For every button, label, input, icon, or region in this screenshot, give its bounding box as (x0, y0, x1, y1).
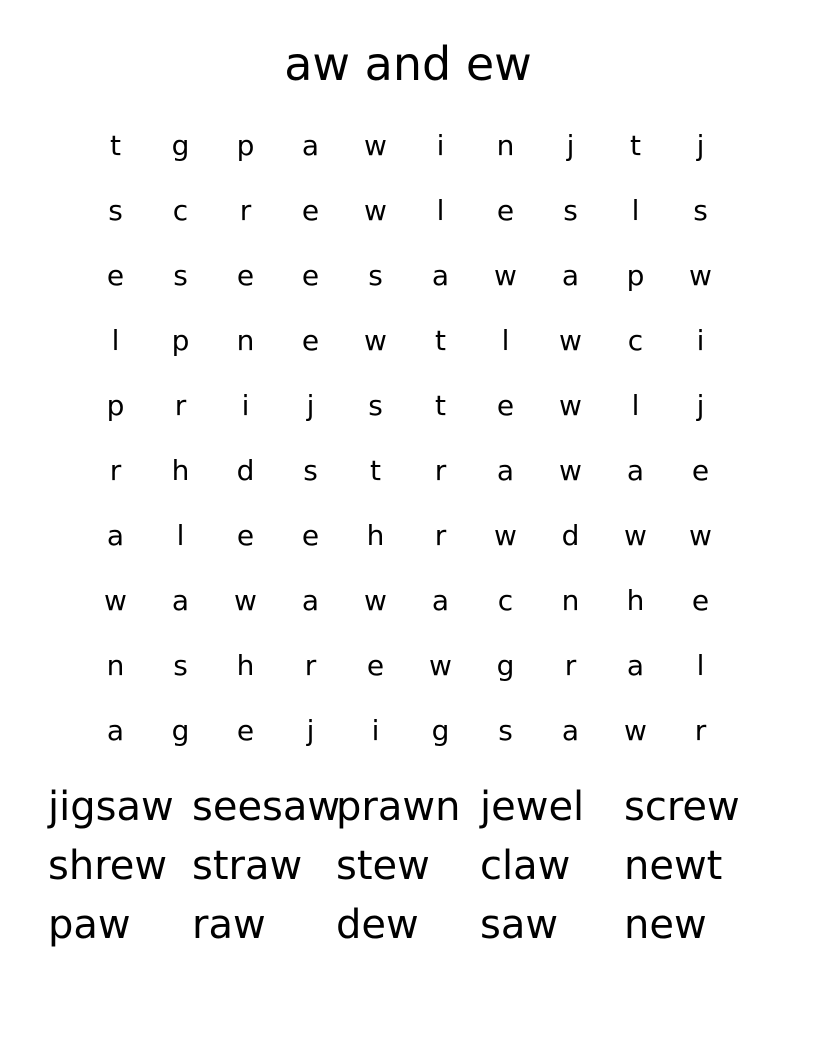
grid-cell[interactable]: a (301, 584, 320, 617)
grid-cell[interactable]: t (110, 129, 121, 162)
grid-cell[interactable]: t (435, 324, 446, 357)
grid-cell[interactable]: g (171, 714, 190, 747)
grid-cell[interactable]: a (561, 714, 580, 747)
grid-cell[interactable]: e (301, 519, 320, 552)
word-bank-item: new (624, 902, 707, 948)
grid-cell[interactable]: s (108, 194, 123, 227)
word-bank (48, 782, 768, 959)
word-bank-item: jewel (480, 784, 585, 830)
grid-cell[interactable]: s (303, 454, 318, 487)
grid-cell[interactable]: l (696, 649, 705, 682)
grid-cell[interactable]: r (239, 194, 252, 227)
grid-cell[interactable]: w (624, 519, 647, 552)
grid-cell[interactable]: r (564, 649, 577, 682)
grid-cell[interactable]: s (563, 194, 578, 227)
grid-cell[interactable]: s (173, 259, 188, 292)
grid-cell[interactable]: c (627, 324, 644, 357)
grid-cell[interactable]: s (368, 259, 383, 292)
grid-cell[interactable]: a (171, 584, 190, 617)
word-bank-item: raw (192, 902, 266, 948)
grid-cell[interactable]: w (364, 194, 387, 227)
grid-cell[interactable]: s (693, 194, 708, 227)
grid-cell[interactable]: i (696, 324, 705, 357)
grid-cell[interactable]: e (301, 194, 320, 227)
grid-cell[interactable]: p (626, 259, 645, 292)
grid-cell[interactable]: a (626, 649, 645, 682)
grid-cell[interactable]: h (171, 454, 190, 487)
grid-cell[interactable]: a (106, 714, 125, 747)
grid-cell[interactable]: e (301, 259, 320, 292)
word-bank-item: straw (192, 843, 303, 889)
grid-cell[interactable]: h (626, 584, 645, 617)
grid-cell[interactable]: w (104, 584, 127, 617)
grid-cell[interactable]: w (559, 454, 582, 487)
grid-cell[interactable]: e (691, 584, 710, 617)
grid-cell[interactable]: e (106, 259, 125, 292)
grid-cell[interactable]: s (498, 714, 513, 747)
grid-cell[interactable]: e (236, 259, 255, 292)
grid-cell[interactable]: c (497, 584, 514, 617)
word-bank-item: paw (48, 902, 131, 948)
grid-cell[interactable]: l (631, 194, 640, 227)
grid-cell[interactable]: w (559, 324, 582, 357)
grid-cell[interactable]: j (306, 389, 315, 422)
grid-cell[interactable]: g (496, 649, 515, 682)
grid-cell[interactable]: w (364, 584, 387, 617)
grid-cell[interactable]: j (696, 129, 705, 162)
grid-cell[interactable]: d (561, 519, 580, 552)
grid-cell[interactable]: a (106, 519, 125, 552)
grid-cell[interactable]: w (689, 259, 712, 292)
word-bank-item: claw (480, 843, 571, 889)
grid-cell[interactable]: l (436, 194, 445, 227)
grid-cell[interactable]: g (171, 129, 190, 162)
grid-cell[interactable]: w (559, 389, 582, 422)
grid-cell[interactable]: i (436, 129, 445, 162)
grid-cell[interactable]: r (434, 519, 447, 552)
word-bank-item: screw (624, 784, 740, 830)
grid-cell[interactable]: w (429, 649, 452, 682)
word-bank-item: jigsaw (48, 784, 174, 830)
grid-cell[interactable]: w (364, 324, 387, 357)
grid-cell[interactable]: j (696, 389, 705, 422)
grid-cell[interactable]: r (109, 454, 122, 487)
grid-cell[interactable]: t (630, 129, 641, 162)
word-bank-item: seesaw (192, 784, 341, 830)
word-bank-item: dew (336, 902, 419, 948)
grid-cell[interactable]: w (689, 519, 712, 552)
grid-cell[interactable]: p (106, 389, 125, 422)
grid-cell[interactable]: e (366, 649, 385, 682)
grid-cell[interactable]: a (496, 454, 515, 487)
grid-cell[interactable]: l (631, 389, 640, 422)
grid-cell[interactable]: g (431, 714, 450, 747)
grid-cell[interactable]: w (234, 584, 257, 617)
grid-cell[interactable]: a (626, 454, 645, 487)
grid-cell[interactable]: d (236, 454, 255, 487)
grid-cell[interactable]: r (174, 389, 187, 422)
grid-cell[interactable]: e (691, 454, 710, 487)
grid-cell[interactable]: p (171, 324, 190, 357)
grid-cell[interactable]: r (304, 649, 317, 682)
grid-cell[interactable]: e (301, 324, 320, 357)
grid-cell[interactable]: l (111, 324, 120, 357)
grid-cell[interactable]: c (172, 194, 189, 227)
grid-cell[interactable]: w (494, 259, 517, 292)
word-bank-item: prawn (336, 784, 461, 830)
word-bank-item: stew (336, 843, 430, 889)
grid-cell[interactable]: r (694, 714, 707, 747)
grid-cell[interactable]: a (431, 584, 450, 617)
grid-cell[interactable]: p (236, 129, 255, 162)
grid-cell[interactable]: n (106, 649, 125, 682)
grid-cell[interactable]: i (241, 389, 250, 422)
letter-grid (83, 113, 733, 763)
grid-cell[interactable]: n (236, 324, 255, 357)
grid-cell[interactable]: r (434, 454, 447, 487)
page-title: aw and ew (284, 37, 532, 91)
grid-cell[interactable]: n (561, 584, 580, 617)
grid-cell[interactable]: l (176, 519, 185, 552)
grid-cell[interactable]: e (496, 194, 515, 227)
word-bank-item: newt (624, 843, 723, 889)
grid-cell[interactable]: w (494, 519, 517, 552)
word-bank-item: shrew (48, 843, 168, 889)
grid-cell[interactable]: j (306, 714, 315, 747)
grid-cell[interactable]: n (496, 129, 515, 162)
grid-cell[interactable]: j (566, 129, 575, 162)
grid-cell[interactable]: a (561, 259, 580, 292)
grid-cell[interactable]: a (431, 259, 450, 292)
grid-cell[interactable]: w (364, 129, 387, 162)
grid-cell[interactable]: s (173, 649, 188, 682)
grid-cell[interactable]: e (496, 389, 515, 422)
grid-cell[interactable]: h (236, 649, 255, 682)
grid-cell[interactable]: i (371, 714, 380, 747)
grid-cell[interactable]: h (366, 519, 385, 552)
grid-cell[interactable]: t (370, 454, 381, 487)
grid-cell[interactable]: w (624, 714, 647, 747)
grid-cell[interactable]: a (301, 129, 320, 162)
grid-cell[interactable]: t (435, 389, 446, 422)
grid-cell[interactable]: s (368, 389, 383, 422)
grid-cell[interactable]: e (236, 714, 255, 747)
word-bank-item: saw (480, 902, 559, 948)
grid-cell[interactable]: l (501, 324, 510, 357)
grid-cell[interactable]: e (236, 519, 255, 552)
